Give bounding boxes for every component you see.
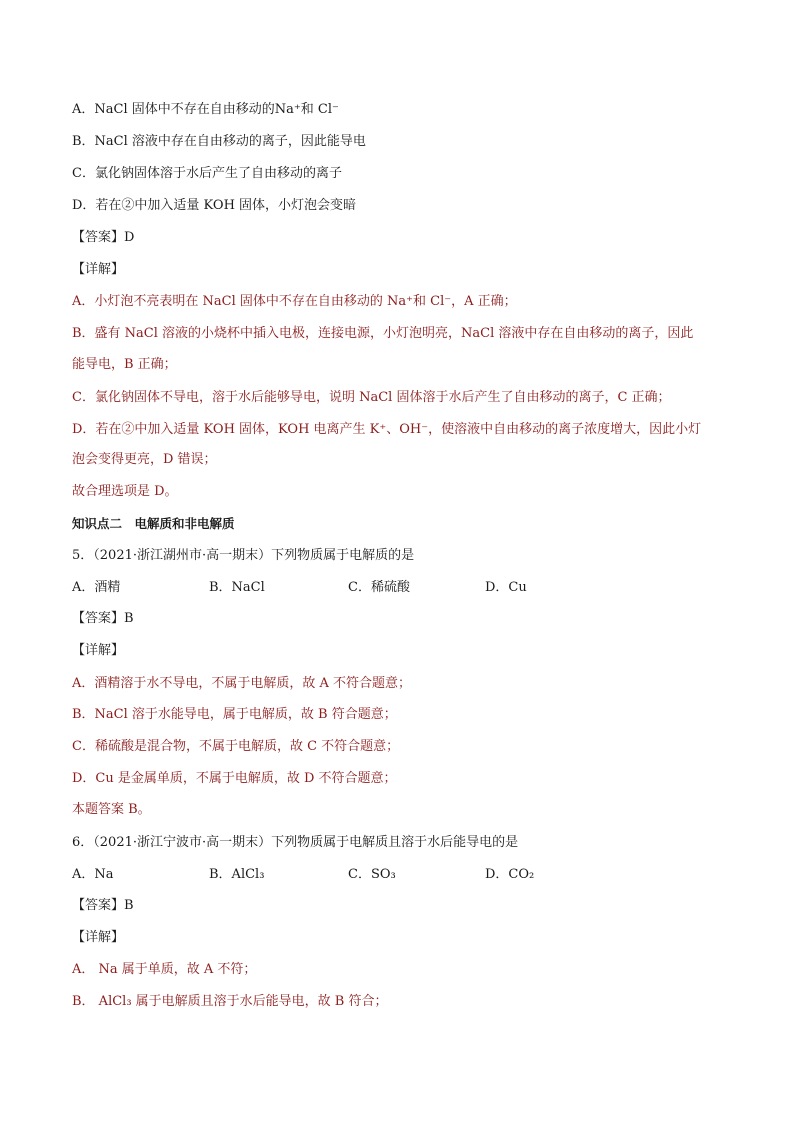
q5-option-c: C．稀硫酸: [348, 580, 410, 595]
q6-explanation-a: A． Na 属于单质，故 A 不符；: [72, 962, 257, 977]
q6-stem: 6．（2021·浙江宁波市·高一期末）下列物质属于电解质且溶于水后能导电的是: [72, 835, 519, 850]
q4-conclusion: 故合理选项是 D。: [72, 484, 178, 499]
q6-option-d: D．CO₂: [485, 867, 535, 882]
q5-answer: 【答案】B: [72, 611, 134, 626]
q6-answer: 【答案】B: [72, 898, 134, 913]
q6-explanation-b: B． AlCl₃ 属于电解质且溶于水后能导电，故 B 符合；: [72, 994, 388, 1009]
q4-option-b: B．NaCl 溶液中存在自由移动的离子，因此能导电: [72, 134, 366, 149]
q5-conclusion: 本题答案 B。: [72, 802, 151, 817]
q4-explanation-b-line1: B．盛有 NaCl 溶液的小烧杯中插入电极，连接电源，小灯泡明亮，NaCl 溶液中存在自由移动的离子，因此: [72, 326, 694, 341]
q4-option-a: A．NaCl 固体中不存在自由移动的Na⁺和 Cl⁻: [72, 102, 339, 117]
q4-detail-heading: 【详解】: [72, 262, 125, 277]
q4-option-c: C．氯化钠固体溶于水后产生了自由移动的离子: [72, 166, 342, 181]
q5-option-a: A．酒精: [72, 580, 121, 595]
q5-option-b: B．NaCl: [209, 580, 265, 595]
q5-explanation-d: D．Cu 是金属单质，不属于电解质，故 D 不符合题意；: [72, 771, 397, 786]
q4-option-d: D．若在②中加入适量 KOH 固体，小灯泡会变暗: [72, 198, 357, 213]
q5-explanation-a: A．酒精溶于水不导电，不属于电解质，故 A 不符合题意；: [72, 676, 412, 691]
q6-option-a: A．Na: [72, 867, 114, 882]
q4-explanation-c: C．氯化钠固体不导电，溶于水后能够导电，说明 NaCl 固体溶于水后产生了自由移动的离子，C 正确；: [72, 390, 671, 405]
q5-detail-heading: 【详解】: [72, 643, 125, 658]
q6-option-b: B．AlCl₃: [209, 867, 265, 882]
q5-stem: 5．（2021·浙江湖州市·高一期末）下列物质属于电解质的是: [72, 548, 415, 563]
q5-explanation-b: B．NaCl 溶于水能导电，属于电解质，故 B 符合题意；: [72, 707, 397, 722]
q4-explanation-d-line1: D．若在②中加入适量 KOH 固体，KOH 电离产生 K⁺、OH⁻，使溶液中自由移动的离子浓度增大，因此小灯: [72, 422, 702, 437]
q4-explanation-b-line2: 能导电，B 正确；: [72, 357, 177, 372]
q6-option-c: C．SO₃: [348, 867, 396, 882]
q5-explanation-c: C．稀硫酸是混合物，不属于电解质，故 C 不符合题意；: [72, 739, 400, 754]
q4-explanation-d-line2: 泡会变得更亮，D 错误；: [72, 452, 217, 467]
section-heading: 知识点二 电解质和非电解质: [72, 516, 235, 531]
q6-detail-heading: 【详解】: [72, 930, 125, 945]
q4-explanation-a: A．小灯泡不亮表明在 NaCl 固体中不存在自由移动的 Na⁺和 Cl⁻，A 正确；: [72, 294, 517, 309]
q5-option-d: D．Cu: [485, 580, 527, 595]
q4-answer: 【答案】D: [72, 230, 135, 245]
